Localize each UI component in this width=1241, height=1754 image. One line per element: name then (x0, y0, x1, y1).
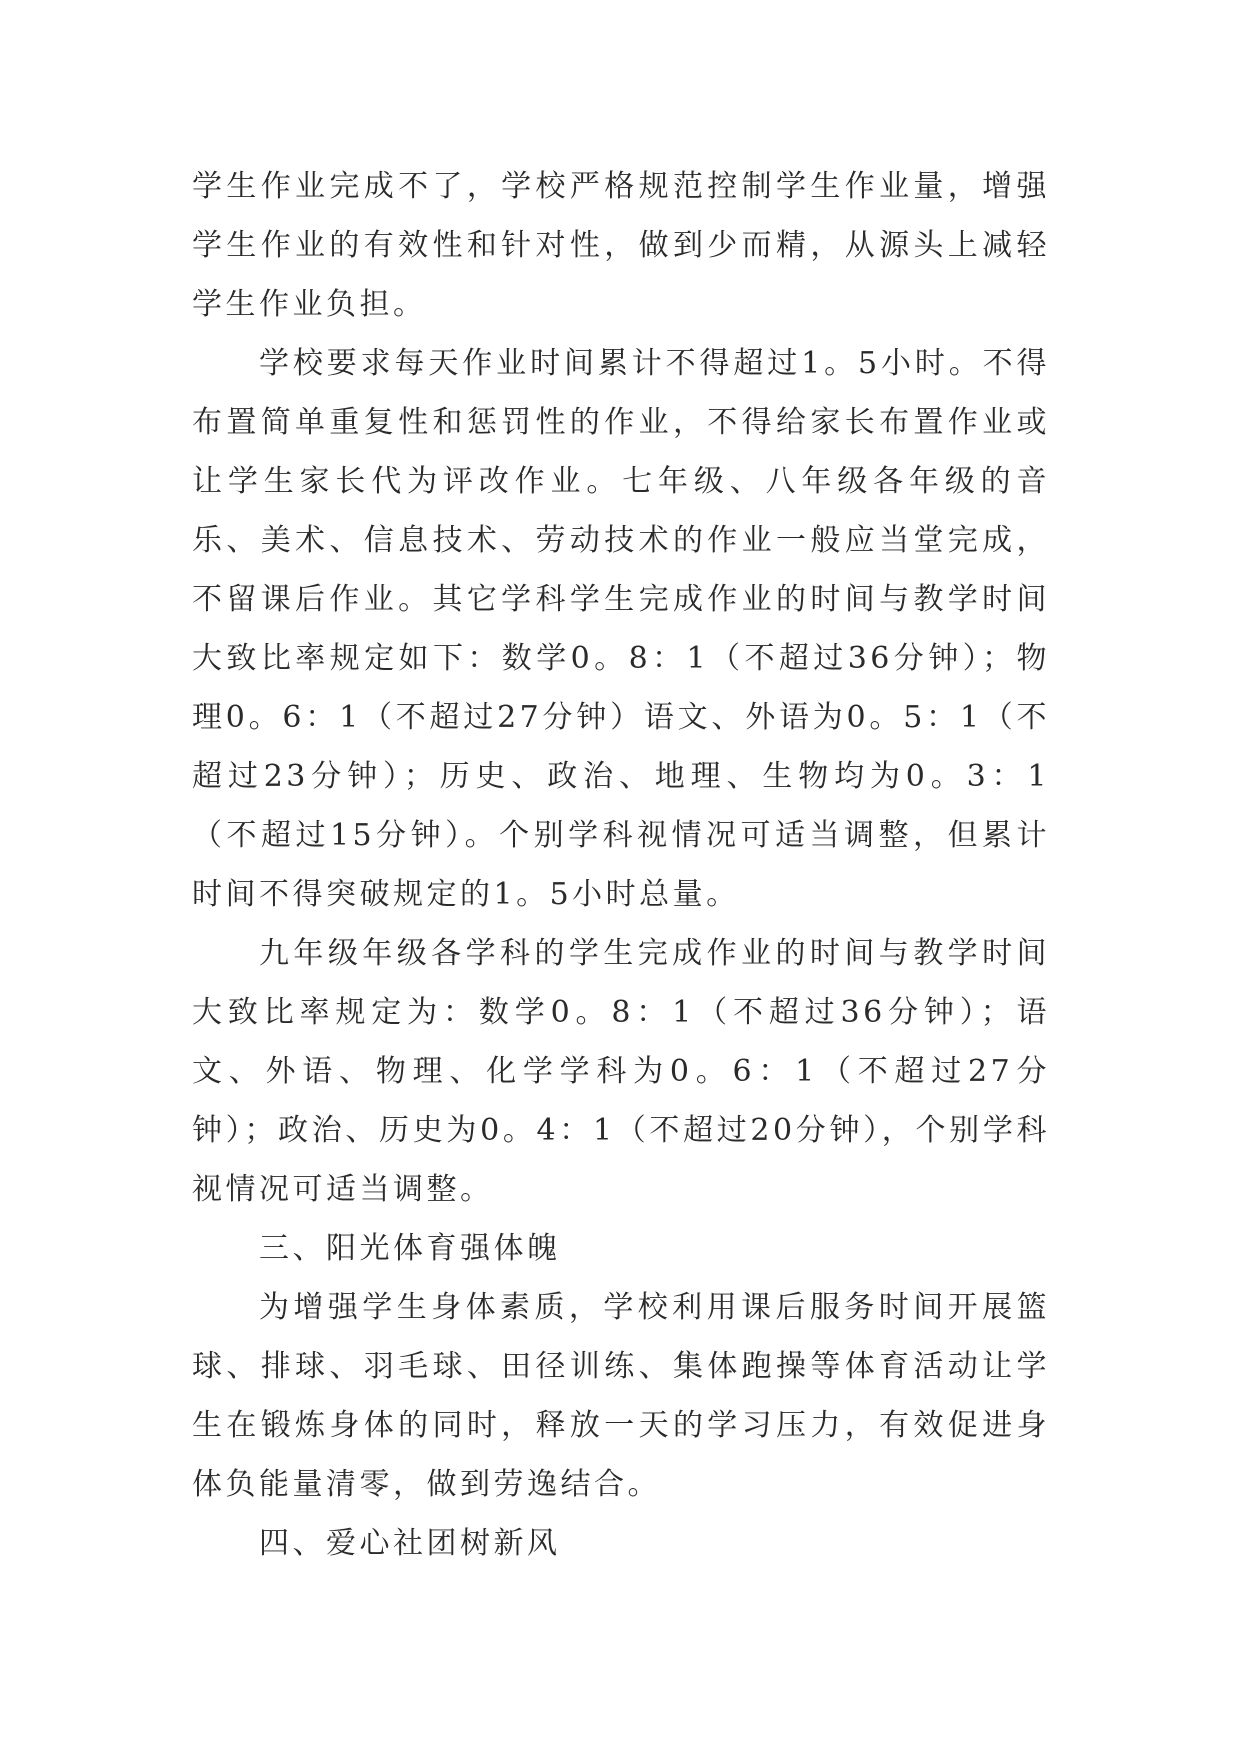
document-body (192, 157, 1050, 1573)
paragraph-homework-load: 学生作业完成不了，学校严格规范控制学生作业量，增强学生作业的有效性和针对性，做到少而精，从源头上减轻学生作业负担。 (192, 169, 1050, 322)
paragraph-sports-activities: 为增强学生身体素质，学校利用课后服务时间开展篮球、排球、羽毛球、田径训练、集体跑操等体育活动让学生在锻炼身体的同时，释放一天的学习压力，有效促进身体负能量清零，做到劳逸结合。 (192, 1290, 1050, 1502)
section-heading-clubs: 四、爱心社团树新风 (259, 1526, 561, 1561)
section-heading-sports: 三、阳光体育强体魄 (259, 1231, 561, 1266)
paragraph-grade-nine-ratios: 九年级年级各学科的学生完成作业的时间与教学时间大致比率规定为：数学0。8：1（不超过36分钟）；语文、外语、物理、化学学科为0。6：1（不超过27分钟）；政治、历史为0。4：1（不超过20分钟），个别学科视情况可适当调整。 (192, 936, 1050, 1207)
paragraph-homework-time-rules: 学校要求每天作业时间累计不得超过1。5小时。不得布置简单重复性和惩罚性的作业，不得给家长布置作业或让学生家长代为评改作业。七年级、八年级各年级的音乐、美术、信息技术、劳动技术的作业一般应当堂完成，不留课后作业。其它学科学生完成作业的时间与教学时间大致比率规定如下：数学0。8：1（不超过36分钟）；物理0。6：1（不超过27分钟）语文、外语为0。5：1（不超过23分钟）；历史、政治、地理、生物均为0。3：1（不超过15分钟）。个别学科视情况可适当调整，但累计时间不得突破规定的1。5小时总量。 (192, 346, 1050, 912)
